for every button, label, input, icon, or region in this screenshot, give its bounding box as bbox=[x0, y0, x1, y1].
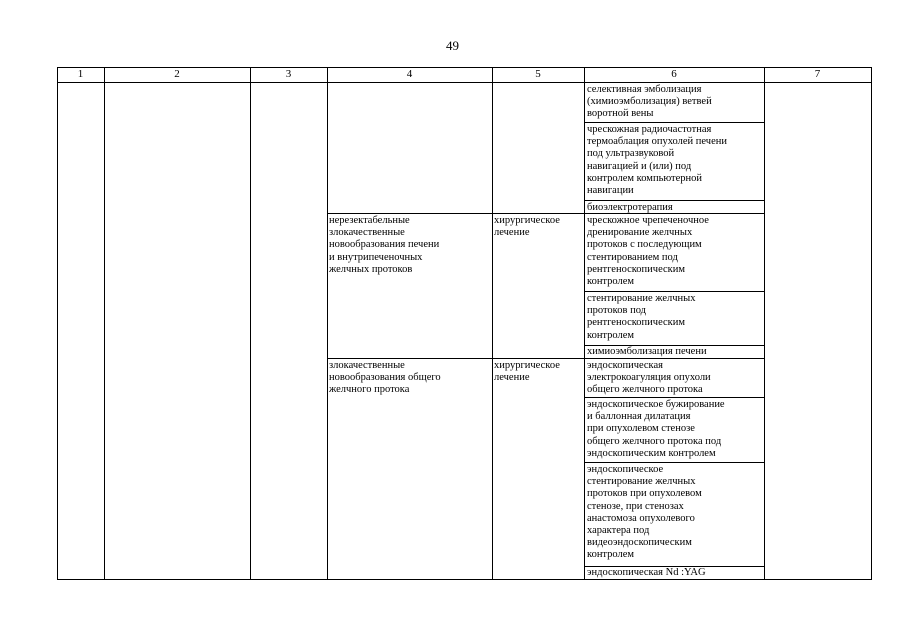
method-cell: чрескожное чрепеченочное дренирование желчных протоков с последующим стентированием под рентгеноскопическим контролем bbox=[587, 215, 709, 288]
col-divider bbox=[327, 67, 328, 579]
column-header: 3 bbox=[285, 68, 292, 80]
method-cell: эндоскопическое стентирование желчных протоков при опухолевом стенозе, при стенозах анастомоза опухолевого характера под видеоэндоскопическим контролем bbox=[587, 464, 702, 561]
column-header: 7 bbox=[814, 68, 821, 80]
method-cell: эндоскопическая Nd :YAG bbox=[587, 567, 706, 578]
table-bottom-border bbox=[57, 579, 872, 580]
col-divider bbox=[492, 67, 493, 579]
col-divider bbox=[104, 67, 105, 579]
treatment-type-cell: хирургическое лечение bbox=[494, 215, 560, 239]
col-divider bbox=[764, 67, 765, 579]
method-cell: чрескожная радиочастотная термоаблация опухолей печени под ультразвуковой навигацией и (или) под контролем компьютерной навигации bbox=[587, 124, 727, 197]
row-divider bbox=[327, 213, 764, 214]
column-header: 6 bbox=[671, 68, 677, 80]
col6-divider bbox=[584, 122, 764, 123]
column-header: 2 bbox=[174, 68, 180, 80]
method-cell: эндоскопическое бужирование и баллонная дилатация при опухолевом стенозе общего желчного протока под эндоскопическим контролем bbox=[587, 399, 725, 459]
col6-divider bbox=[584, 462, 764, 463]
col-divider bbox=[584, 67, 585, 579]
table-header-bottom-border bbox=[57, 82, 872, 83]
col6-divider bbox=[584, 397, 764, 398]
method-cell: стентирование желчных протоков под рентгеноскопическим контролем bbox=[587, 293, 696, 341]
column-header: 1 bbox=[77, 68, 84, 80]
method-cell: химиоэмболизация печени bbox=[587, 346, 707, 357]
treatment-type-cell: хирургическое лечение bbox=[494, 360, 560, 384]
method-cell: селективная эмболизация (химиоэмболизация) ветвей воротной вены bbox=[587, 84, 712, 120]
page-number: 49 bbox=[446, 38, 459, 53]
column-header: 5 bbox=[535, 68, 541, 80]
col-divider bbox=[250, 67, 251, 579]
method-cell: эндоскопическая электрокоагуляция опухоли общего желчного протока bbox=[587, 360, 711, 396]
diagnosis-cell: нерезектабельные злокачественные новообразования печени и внутрипеченочных желчных протоков bbox=[329, 215, 440, 275]
col6-divider bbox=[584, 291, 764, 292]
col6-divider bbox=[584, 200, 764, 201]
method-cell: биоэлектротерапия bbox=[587, 202, 673, 213]
column-header: 4 bbox=[406, 68, 413, 80]
table-right-border bbox=[871, 67, 872, 579]
diagnosis-cell: злокачественные новообразования общего желчного протока bbox=[329, 360, 441, 396]
table-left-border bbox=[57, 67, 58, 579]
